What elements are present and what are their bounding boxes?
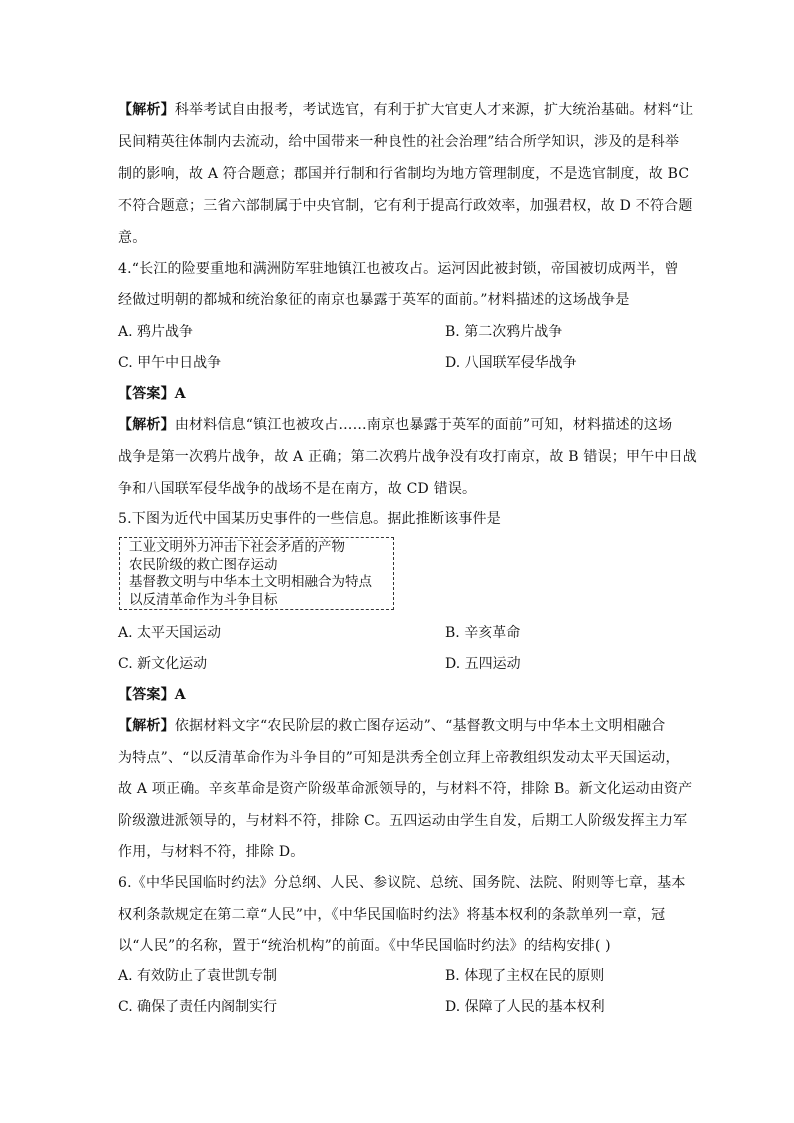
question-5-answer: 【答案】A bbox=[118, 687, 186, 703]
question-5-analysis-line-3: 故 A 项正确。辛亥革命是资产阶级革命派领导的，与材料不符，排除 B。新文化运动由资产 bbox=[118, 781, 693, 797]
info-box-line: 基督教文明与中华本土文明相融合为特点 bbox=[129, 574, 372, 590]
analysis-3-text: 科举考试自由报考，考试选官，有利于扩大官吏人才来源，扩大统治基础。材料“让 bbox=[174, 102, 694, 118]
question-5-info-box bbox=[119, 537, 394, 610]
question-5-option-c: C. 新文化运动 bbox=[118, 656, 208, 672]
question-4-analysis-line-3: 争和八国联军侵华战争的战场不是在南方，故 CD 错误。 bbox=[118, 481, 477, 497]
question-4-analysis-label: 【解析】 bbox=[118, 417, 175, 433]
info-box-line: 以反清革命作为斗争目标 bbox=[129, 591, 278, 608]
question-5-analysis-line-5: 作用，与材料不符，排除 D。 bbox=[118, 844, 305, 860]
question-5-option-b: B. 辛亥革命 bbox=[445, 625, 521, 641]
question-6-option-c: C. 确保了责任内阁制实行 bbox=[118, 999, 278, 1015]
analysis-3-label: 【解析】 bbox=[118, 102, 175, 118]
question-5-analysis-text: 依据材料文字“农民阶层的救亡图存运动”、“基督教文明与中华本土文明相融合 bbox=[174, 718, 666, 734]
question-4-stem-line-1: 4.“长江的险要重地和满洲防军驻地镇江也被攻占。运河因此被封锁，帝国被切成两半，曾 bbox=[118, 261, 679, 277]
question-6-stem-line-2: 权利条款规定在第二章“人民”中，《中华民国临时约法》将基本权利的条款单列一章，冠 bbox=[118, 907, 666, 923]
question-5-stem: 5.下图为近代中国某历史事件的一些信息。据此推断该事件是 bbox=[118, 511, 501, 527]
question-4-analysis-line-1 bbox=[118, 415, 672, 435]
analysis-3-line-3: 制的影响，故 A 符合题意；郡国并行制和行省制均为地方管理制度，不是选官制度，故 BC bbox=[118, 166, 690, 182]
analysis-3-line-5: 意。 bbox=[118, 230, 147, 246]
info-box-line: 工业文明外力冲击下社会矛盾的产物 bbox=[129, 539, 345, 555]
question-4-analysis-text: 由材料信息“镇江也被攻占……南京也暴露于英军的面前”可知，材料描述的这场 bbox=[174, 417, 673, 433]
analysis-3-line-2: 民间精英往体制内去流动，给中国带来一种良性的社会治理”结合所学知识，涉及的是科举 bbox=[118, 134, 680, 150]
question-4-option-a: A. 鸦片战争 bbox=[118, 324, 194, 340]
question-4-stem-line-2: 经做过明朝的都城和统治象征的南京也暴露于英军的面前。”材料描述的这场战争是 bbox=[118, 292, 630, 308]
question-4-analysis-line-2: 战争是第一次鸦片战争，故 A 正确；第二次鸦片战争没有攻打南京，故 B 错误；甲午中日战 bbox=[118, 449, 697, 465]
question-4-answer: 【答案】A bbox=[118, 386, 186, 402]
analysis-3-line-4: 不符合题意；三省六部制属于中央官制，它有利于提高行政效率，加强君权，故 D 不符合题 bbox=[118, 198, 693, 214]
question-5-option-a: A. 太平天国运动 bbox=[118, 625, 222, 641]
question-5-analysis-label: 【解析】 bbox=[118, 718, 175, 734]
question-5-analysis-line-2: 为特点”、“以反清革命作为斗争目的”可知是洪秀全创立拜上帝教组织发动太平天国运动， bbox=[118, 750, 680, 766]
question-6-option-a: A. 有效防止了袁世凯专制 bbox=[118, 968, 278, 984]
question-6-stem-line-1: 6.《中华民国临时约法》分总纲、人民、参议院、总统、国务院、法院、附则等七章，基本 bbox=[118, 875, 686, 891]
question-5-analysis-line-4: 阶级激进派领导的，与材料不符，排除 C。五四运动由学生自发，后期工人阶级发挥主力军 bbox=[118, 813, 688, 829]
question-4-option-d: D. 八国联军侵华战争 bbox=[445, 355, 577, 371]
question-4-option-b: B. 第二次鸦片战争 bbox=[445, 324, 563, 340]
question-4-option-c: C. 甲午中日战争 bbox=[118, 355, 222, 371]
question-6-option-b: B. 体现了主权在民的原则 bbox=[445, 968, 605, 984]
question-5-analysis-line-1 bbox=[118, 716, 665, 736]
question-6-stem-line-3: 以“人民”的名称，置于“统治机构”的前面。《中华民国临时约法》的结构安排( ) bbox=[118, 938, 611, 954]
question-6-option-d: D. 保障了人民的基本权利 bbox=[445, 999, 605, 1015]
analysis-3-line-1 bbox=[118, 100, 693, 120]
info-box-line: 农民阶级的救亡图存运动 bbox=[129, 556, 278, 573]
question-5-option-d: D. 五四运动 bbox=[445, 656, 521, 672]
